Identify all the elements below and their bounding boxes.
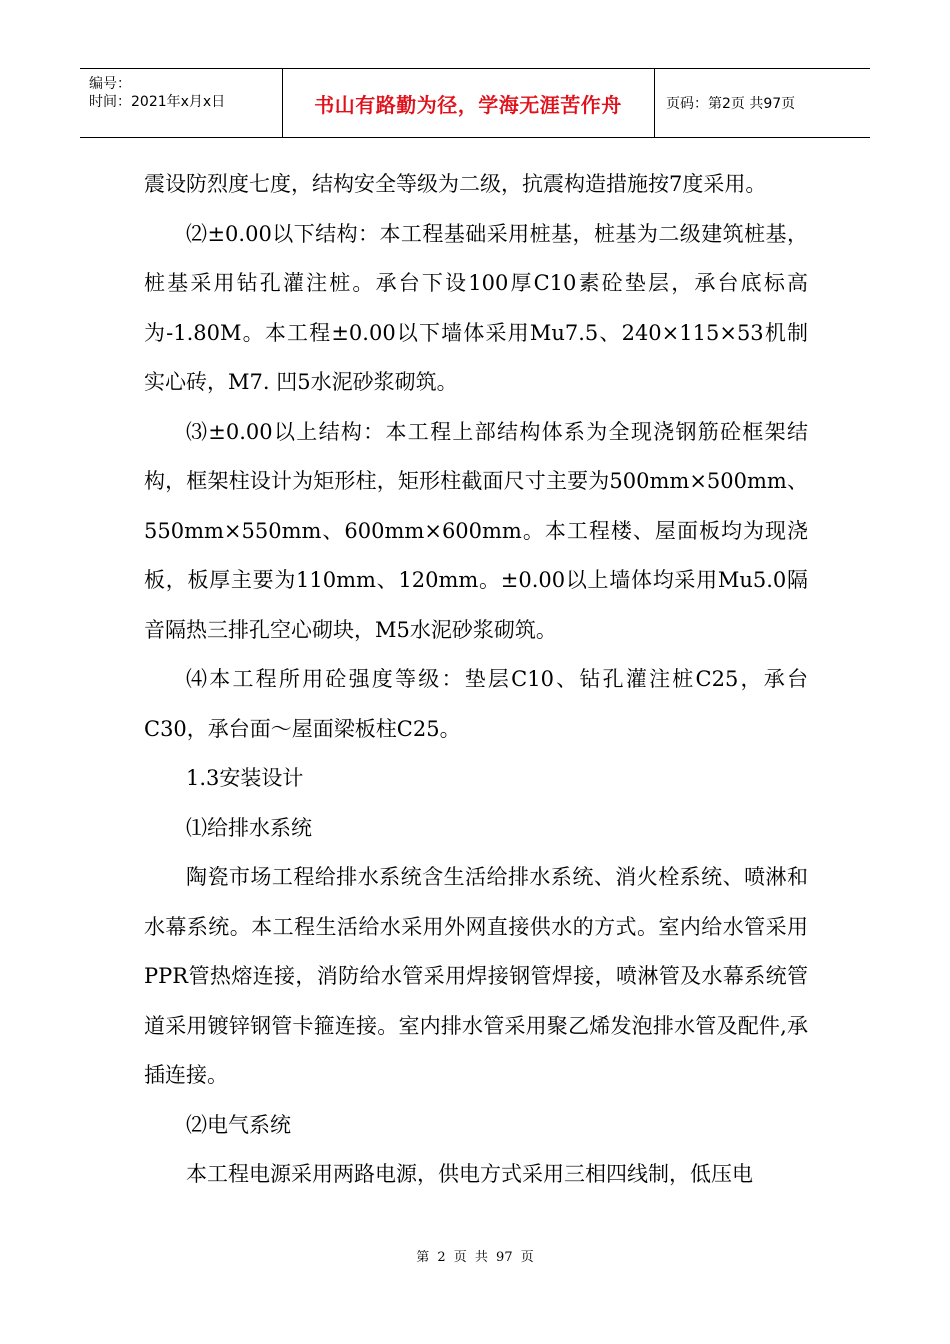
- document-body: [144, 160, 808, 1200]
- paragraph-concrete-grades: ⑷本工程所用砼强度等级：垫层C10、钻孔灌注桩C25，承台C30，承台面～屋面梁板柱C25。: [144, 667, 808, 741]
- header-page-info: 页码：第2页 共97页: [666, 96, 796, 112]
- subsection-heading-water-system: ⑴给排水系统: [186, 815, 312, 840]
- paragraph-seismic-continued: 震设防烈度七度，结构安全等级为二级，抗震构造措施按7度采用。: [144, 172, 767, 196]
- header-page-cell: [654, 69, 870, 137]
- paragraph-below-ground-structure: ⑵±0.00以下结构：本工程基础采用桩基，桩基为二级建筑桩基，桩基采用钻孔灌注桩。承台下设100厚C10素砼垫层，承台底标高为-1.80M。本工程±0.00以下墙体采用Mu7.5、240×115×53机制实心砖，M7. 凹5水泥砂浆砌筑。: [144, 221, 808, 394]
- header-motto: 书山有路勤为径，学海无涯苦作舟: [314, 92, 622, 117]
- paragraph-water-system: 陶瓷市场工程给排水系统含生活给排水系统、消火栓系统、喷淋和水幕系统。本工程生活给水采用外网直接供水的方式。室内给水管采用PPR管热熔连接，消防给水管采用焊接钢管焊接，喷淋管及水幕系统管道采用镀锌钢管卡箍连接。室内排水管采用聚乙烯发泡排水管及配件,承插连接。: [144, 865, 808, 1087]
- page-footer: 第 2 页 共 97 页: [416, 1250, 534, 1265]
- subsection-heading-electrical-system: ⑵电气系统: [186, 1112, 291, 1137]
- document-number-label: 编号：: [89, 76, 131, 92]
- header-motto-cell: [282, 69, 655, 137]
- header-meta-cell: [80, 69, 283, 137]
- paragraph-electrical-system: 本工程电源采用两路电源，供电方式采用三相四线制，低压电: [186, 1162, 753, 1186]
- page-header: [80, 68, 870, 138]
- paragraph-above-ground-structure: ⑶±0.00以上结构：本工程上部结构体系为全现浇钢筋砼框架结构，框架柱设计为矩形柱，矩形柱截面尺寸主要为500mm×500mm、550mm×550mm、600mm×600mm。本工程楼、屋面板均为现浇板，板厚主要为110mm、120mm。±0.00以上墙体均采用Mu5.0隔音隔热三排孔空心砌块，M5水泥砂浆砌筑。: [144, 419, 808, 642]
- section-heading-installation-design: 1.3安装设计: [186, 766, 304, 790]
- document-time-label: 时间：2021年x月x日: [89, 94, 226, 110]
